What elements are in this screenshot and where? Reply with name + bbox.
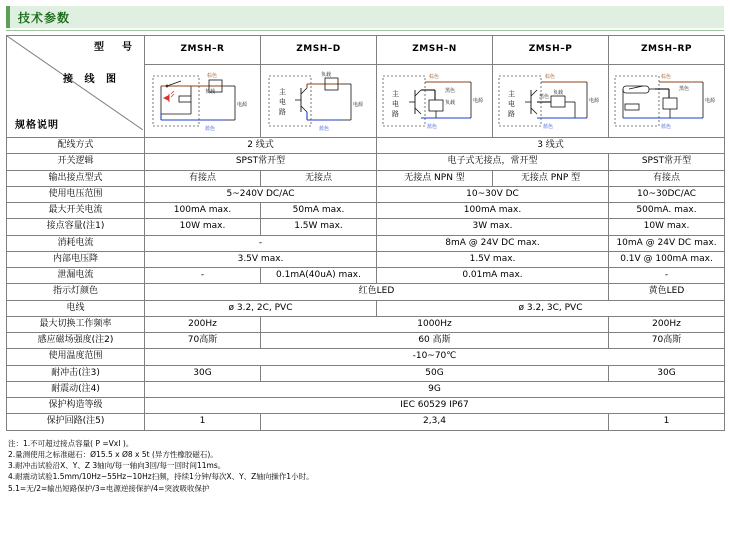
row-value: 10~30DC/AC bbox=[609, 186, 725, 202]
table-row bbox=[7, 349, 725, 365]
wiring-diagram-n bbox=[377, 65, 493, 138]
row-value: 10~30V DC bbox=[377, 186, 609, 202]
corner-diagonal-header bbox=[7, 36, 145, 138]
row-value: 1 bbox=[145, 414, 261, 430]
table-row bbox=[7, 381, 725, 397]
svg-text:主: 主 bbox=[278, 88, 286, 96]
note-line: 4.耐震动试验1.5mm/10Hz~55Hz~10Hz扫频，持续1分钟/每次X、Y、Z轴向操作1小时。 bbox=[8, 472, 314, 482]
corner-label-model: 型 号 bbox=[94, 42, 136, 53]
table-row bbox=[7, 203, 725, 219]
table-row bbox=[7, 170, 725, 186]
row-label: 指示灯颜色 bbox=[7, 284, 145, 300]
row-value: 1 bbox=[609, 414, 725, 430]
svg-text:负载: 负载 bbox=[320, 72, 331, 78]
row-value: - bbox=[145, 235, 377, 251]
row-value: 10W max. bbox=[609, 219, 725, 235]
section-banner bbox=[6, 6, 724, 28]
svg-text:棕色: 棕色 bbox=[428, 74, 439, 80]
table-row bbox=[7, 333, 725, 349]
row-value: 100mA max. bbox=[377, 203, 609, 219]
row-value: 2,3,4 bbox=[261, 414, 609, 430]
row-label: 泄漏电流 bbox=[7, 268, 145, 284]
table-row bbox=[7, 219, 725, 235]
row-value: 50mA max. bbox=[261, 203, 377, 219]
row-label: 开关逻辑 bbox=[7, 154, 145, 170]
svg-text:电: 电 bbox=[507, 100, 515, 108]
model-header-rp: ZMSH–RP bbox=[609, 36, 725, 65]
row-value: - bbox=[145, 268, 261, 284]
row-value: IEC 60529 IP67 bbox=[145, 398, 725, 414]
corner-label-spec: 规格说明 bbox=[15, 119, 59, 131]
svg-text:蓝色: 蓝色 bbox=[204, 126, 215, 132]
row-value: -10~70℃ bbox=[145, 349, 725, 365]
svg-text:黑色: 黑色 bbox=[538, 94, 549, 100]
row-value: 无接点 PNP 型 bbox=[493, 170, 609, 186]
svg-text:黑色: 黑色 bbox=[678, 86, 689, 92]
wiring-diagram-r bbox=[145, 65, 261, 138]
row-label: 电线 bbox=[7, 300, 145, 316]
svg-text:负载: 负载 bbox=[204, 89, 215, 95]
row-value: 2 线式 bbox=[145, 138, 377, 154]
row-value: 1.5W max. bbox=[261, 219, 377, 235]
model-header-d: ZMSH–D bbox=[261, 36, 377, 65]
svg-text:路: 路 bbox=[278, 108, 286, 116]
note-line: 5.1=无/2=输出短路保护/3=电源逆接保护/4=突波吸收保护 bbox=[8, 483, 210, 493]
row-value: 500mA. max. bbox=[609, 203, 725, 219]
wiring-schematic-icon bbox=[147, 68, 259, 134]
svg-text:电源: 电源 bbox=[588, 98, 599, 104]
svg-text:棕色: 棕色 bbox=[544, 74, 555, 80]
row-value: 100mA max. bbox=[145, 203, 261, 219]
svg-text:电: 电 bbox=[391, 100, 399, 108]
svg-text:路: 路 bbox=[507, 110, 515, 118]
wiring-schematic-icon bbox=[263, 68, 375, 134]
row-label: 耐震动(注4) bbox=[7, 381, 145, 397]
row-label: 最大切换工作频率 bbox=[7, 316, 145, 332]
row-value: 有接点 bbox=[145, 170, 261, 186]
wiring-diagram-d bbox=[261, 65, 377, 138]
svg-text:负载: 负载 bbox=[444, 100, 455, 106]
table-row bbox=[7, 300, 725, 316]
table-row bbox=[7, 284, 725, 300]
row-label: 内部电压降 bbox=[7, 251, 145, 267]
specification-table bbox=[6, 35, 725, 431]
model-header-r: ZMSH–R bbox=[145, 36, 261, 65]
row-value: 70高斯 bbox=[145, 333, 261, 349]
row-label: 保护构造等级 bbox=[7, 398, 145, 414]
svg-text:蓝色: 蓝色 bbox=[318, 126, 329, 132]
row-label: 感应磁场强度(注2) bbox=[7, 333, 145, 349]
row-value: 10W max. bbox=[145, 219, 261, 235]
row-label: 保护回路(注5) bbox=[7, 414, 145, 430]
svg-text:主: 主 bbox=[507, 90, 515, 98]
svg-text:蓝色: 蓝色 bbox=[660, 124, 671, 130]
table-row bbox=[7, 251, 725, 267]
row-value: 30G bbox=[145, 365, 261, 381]
row-value: 3W max. bbox=[377, 219, 609, 235]
row-value: 5~240V DC/AC bbox=[145, 186, 377, 202]
table-row bbox=[7, 365, 725, 381]
row-value: 红色LED bbox=[145, 284, 609, 300]
svg-text:电源: 电源 bbox=[472, 98, 483, 104]
row-value: 0.1mA(40uA) max. bbox=[261, 268, 377, 284]
wiring-diagram-rp bbox=[609, 65, 725, 138]
row-value: 黄色LED bbox=[609, 284, 725, 300]
row-value: 0.01mA max. bbox=[377, 268, 609, 284]
row-value: 200Hz bbox=[609, 316, 725, 332]
model-header-p: ZMSH–P bbox=[493, 36, 609, 65]
row-label: 配线方式 bbox=[7, 138, 145, 154]
note-line: 注：1.不可超过接点容量( P =VxI )。 bbox=[8, 438, 134, 448]
row-label: 输出接点型式 bbox=[7, 170, 145, 186]
row-value: 1.5V max. bbox=[377, 251, 609, 267]
row-value: 70高斯 bbox=[609, 333, 725, 349]
table-row bbox=[7, 414, 725, 430]
table-row bbox=[7, 316, 725, 332]
note-line: 2.量测使用之标准磁石：Ø15.5 x Ø8 x 5t (异方性橡胶磁石)。 bbox=[8, 449, 218, 459]
row-label: 使用电压范围 bbox=[7, 186, 145, 202]
row-value: 30G bbox=[609, 365, 725, 381]
svg-text:蓝色: 蓝色 bbox=[542, 124, 553, 130]
svg-text:棕色: 棕色 bbox=[206, 73, 217, 79]
row-value: 有接点 bbox=[609, 170, 725, 186]
row-value: SPST常开型 bbox=[609, 154, 725, 170]
row-value: 无接点 bbox=[261, 170, 377, 186]
svg-text:路: 路 bbox=[391, 110, 399, 118]
corner-label-wiring: 接 线 图 bbox=[63, 74, 120, 85]
svg-text:蓝色: 蓝色 bbox=[426, 124, 437, 130]
wiring-schematic-icon bbox=[611, 68, 723, 134]
note-line: 3.耐冲击试验沿X、Y、Z 3轴向/每一轴向3回/每一回时间11ms。 bbox=[8, 461, 226, 470]
banner-divider bbox=[6, 30, 724, 31]
svg-text:电: 电 bbox=[278, 98, 286, 106]
row-label: 最大开关电流 bbox=[7, 203, 145, 219]
row-value: 电子式无接点，常开型 bbox=[377, 154, 609, 170]
row-value: 200Hz bbox=[145, 316, 261, 332]
table-row bbox=[7, 398, 725, 414]
model-header-n: ZMSH–N bbox=[377, 36, 493, 65]
table-row bbox=[7, 138, 725, 154]
table-row bbox=[7, 154, 725, 170]
row-value: 3.5V max. bbox=[145, 251, 377, 267]
svg-text:黑色: 黑色 bbox=[444, 88, 455, 94]
wiring-schematic-icon bbox=[495, 68, 607, 134]
row-value: 60 高斯 bbox=[261, 333, 609, 349]
row-value: - bbox=[609, 268, 725, 284]
row-value: 8mA @ 24V DC max. bbox=[377, 235, 609, 251]
row-value: 9G bbox=[145, 381, 725, 397]
row-value: SPST常开型 bbox=[145, 154, 377, 170]
row-label: 使用温度范围 bbox=[7, 349, 145, 365]
page-title: 技术参数 bbox=[18, 10, 71, 25]
table-row bbox=[7, 268, 725, 284]
svg-text:主: 主 bbox=[391, 90, 399, 98]
footnotes bbox=[8, 438, 722, 494]
row-label: 消耗电流 bbox=[7, 235, 145, 251]
table-row bbox=[7, 235, 725, 251]
row-value: 3 线式 bbox=[377, 138, 725, 154]
row-value: 50G bbox=[261, 365, 609, 381]
row-value: 1000Hz bbox=[261, 316, 609, 332]
row-value: 10mA @ 24V DC max. bbox=[609, 235, 725, 251]
row-label: 耐冲击(注3) bbox=[7, 365, 145, 381]
row-value: 无接点 NPN 型 bbox=[377, 170, 493, 186]
svg-text:棕色: 棕色 bbox=[660, 74, 671, 80]
row-value: ø 3.2, 2C, PVC bbox=[145, 300, 377, 316]
wiring-diagram-p bbox=[493, 65, 609, 138]
spec-sheet-page bbox=[0, 6, 730, 555]
row-value: 0.1V @ 100mA max. bbox=[609, 251, 725, 267]
svg-text:负载: 负载 bbox=[552, 90, 563, 96]
svg-text:电源: 电源 bbox=[352, 102, 363, 108]
wiring-schematic-icon bbox=[379, 68, 491, 134]
table-row bbox=[7, 186, 725, 202]
table-header-row bbox=[7, 36, 725, 65]
svg-text:电源: 电源 bbox=[236, 102, 247, 108]
row-value: ø 3.2, 3C, PVC bbox=[377, 300, 725, 316]
row-label: 接点容量(注1) bbox=[7, 219, 145, 235]
svg-text:电源: 电源 bbox=[704, 98, 715, 104]
